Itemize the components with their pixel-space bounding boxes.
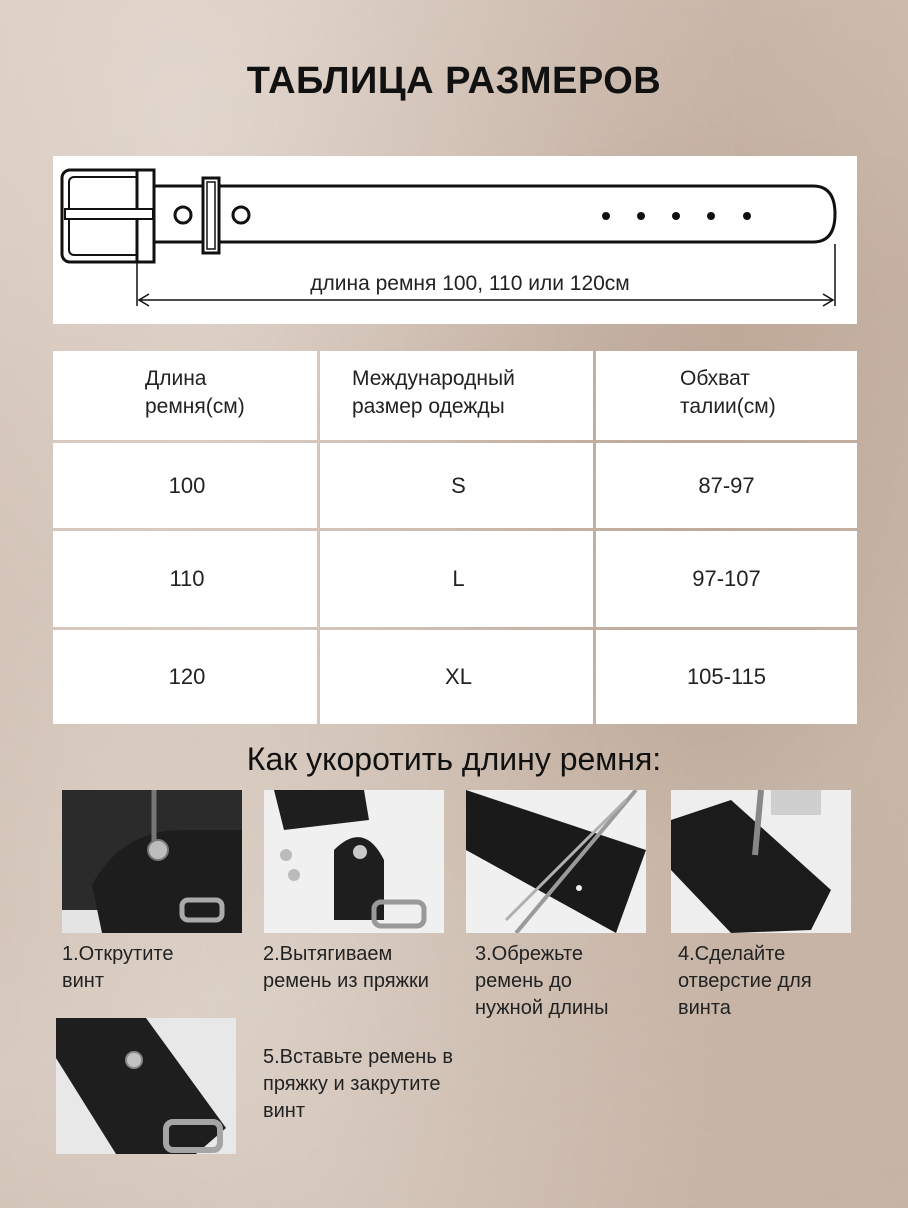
- belt-outline-illustration: [53, 156, 857, 324]
- table-cell: 120: [53, 630, 317, 724]
- table-cell: 110: [53, 531, 317, 627]
- size-table: [53, 351, 857, 724]
- step-4-photo: [671, 790, 851, 933]
- step-3-photo: [466, 790, 646, 933]
- belt-diagram: [53, 156, 857, 324]
- table-cell: XL: [320, 630, 593, 724]
- belt-length-label: длина ремня 100, 110 или 120см: [310, 272, 630, 295]
- step-3-caption: 3.Обрежьте ремень до нужной длины: [475, 943, 609, 1019]
- header-belt-length: Длина ремня(см): [53, 351, 317, 440]
- step-1-caption: 1.Открутите винт: [62, 943, 174, 992]
- step-5-caption: 5.Вставьте ремень в пряжку и закрутите винт: [263, 1046, 453, 1122]
- step-1-photo: [62, 790, 242, 933]
- table-cell: 100: [53, 443, 317, 528]
- table-cell: S: [320, 443, 593, 528]
- step-4-caption: 4.Сделайте отверстие для винта: [678, 943, 812, 1019]
- table-cell: 97-107: [596, 531, 857, 627]
- step-2-caption: 2.Вытягиваем ремень из пряжки: [263, 943, 429, 992]
- header-intl-size: Международный размер одежды: [320, 351, 593, 440]
- table-cell: 87-97: [596, 443, 857, 528]
- page-title: ТАБЛИЦА РАЗМЕРОВ: [246, 60, 662, 102]
- step-2-photo: [264, 790, 444, 933]
- table-cell: 105-115: [596, 630, 857, 724]
- header-waist: Обхват талии(см): [596, 351, 857, 440]
- table-cell: L: [320, 531, 593, 627]
- step-5-photo: [56, 1018, 236, 1154]
- instructions-heading: Как укоротить длину ремня:: [246, 741, 662, 777]
